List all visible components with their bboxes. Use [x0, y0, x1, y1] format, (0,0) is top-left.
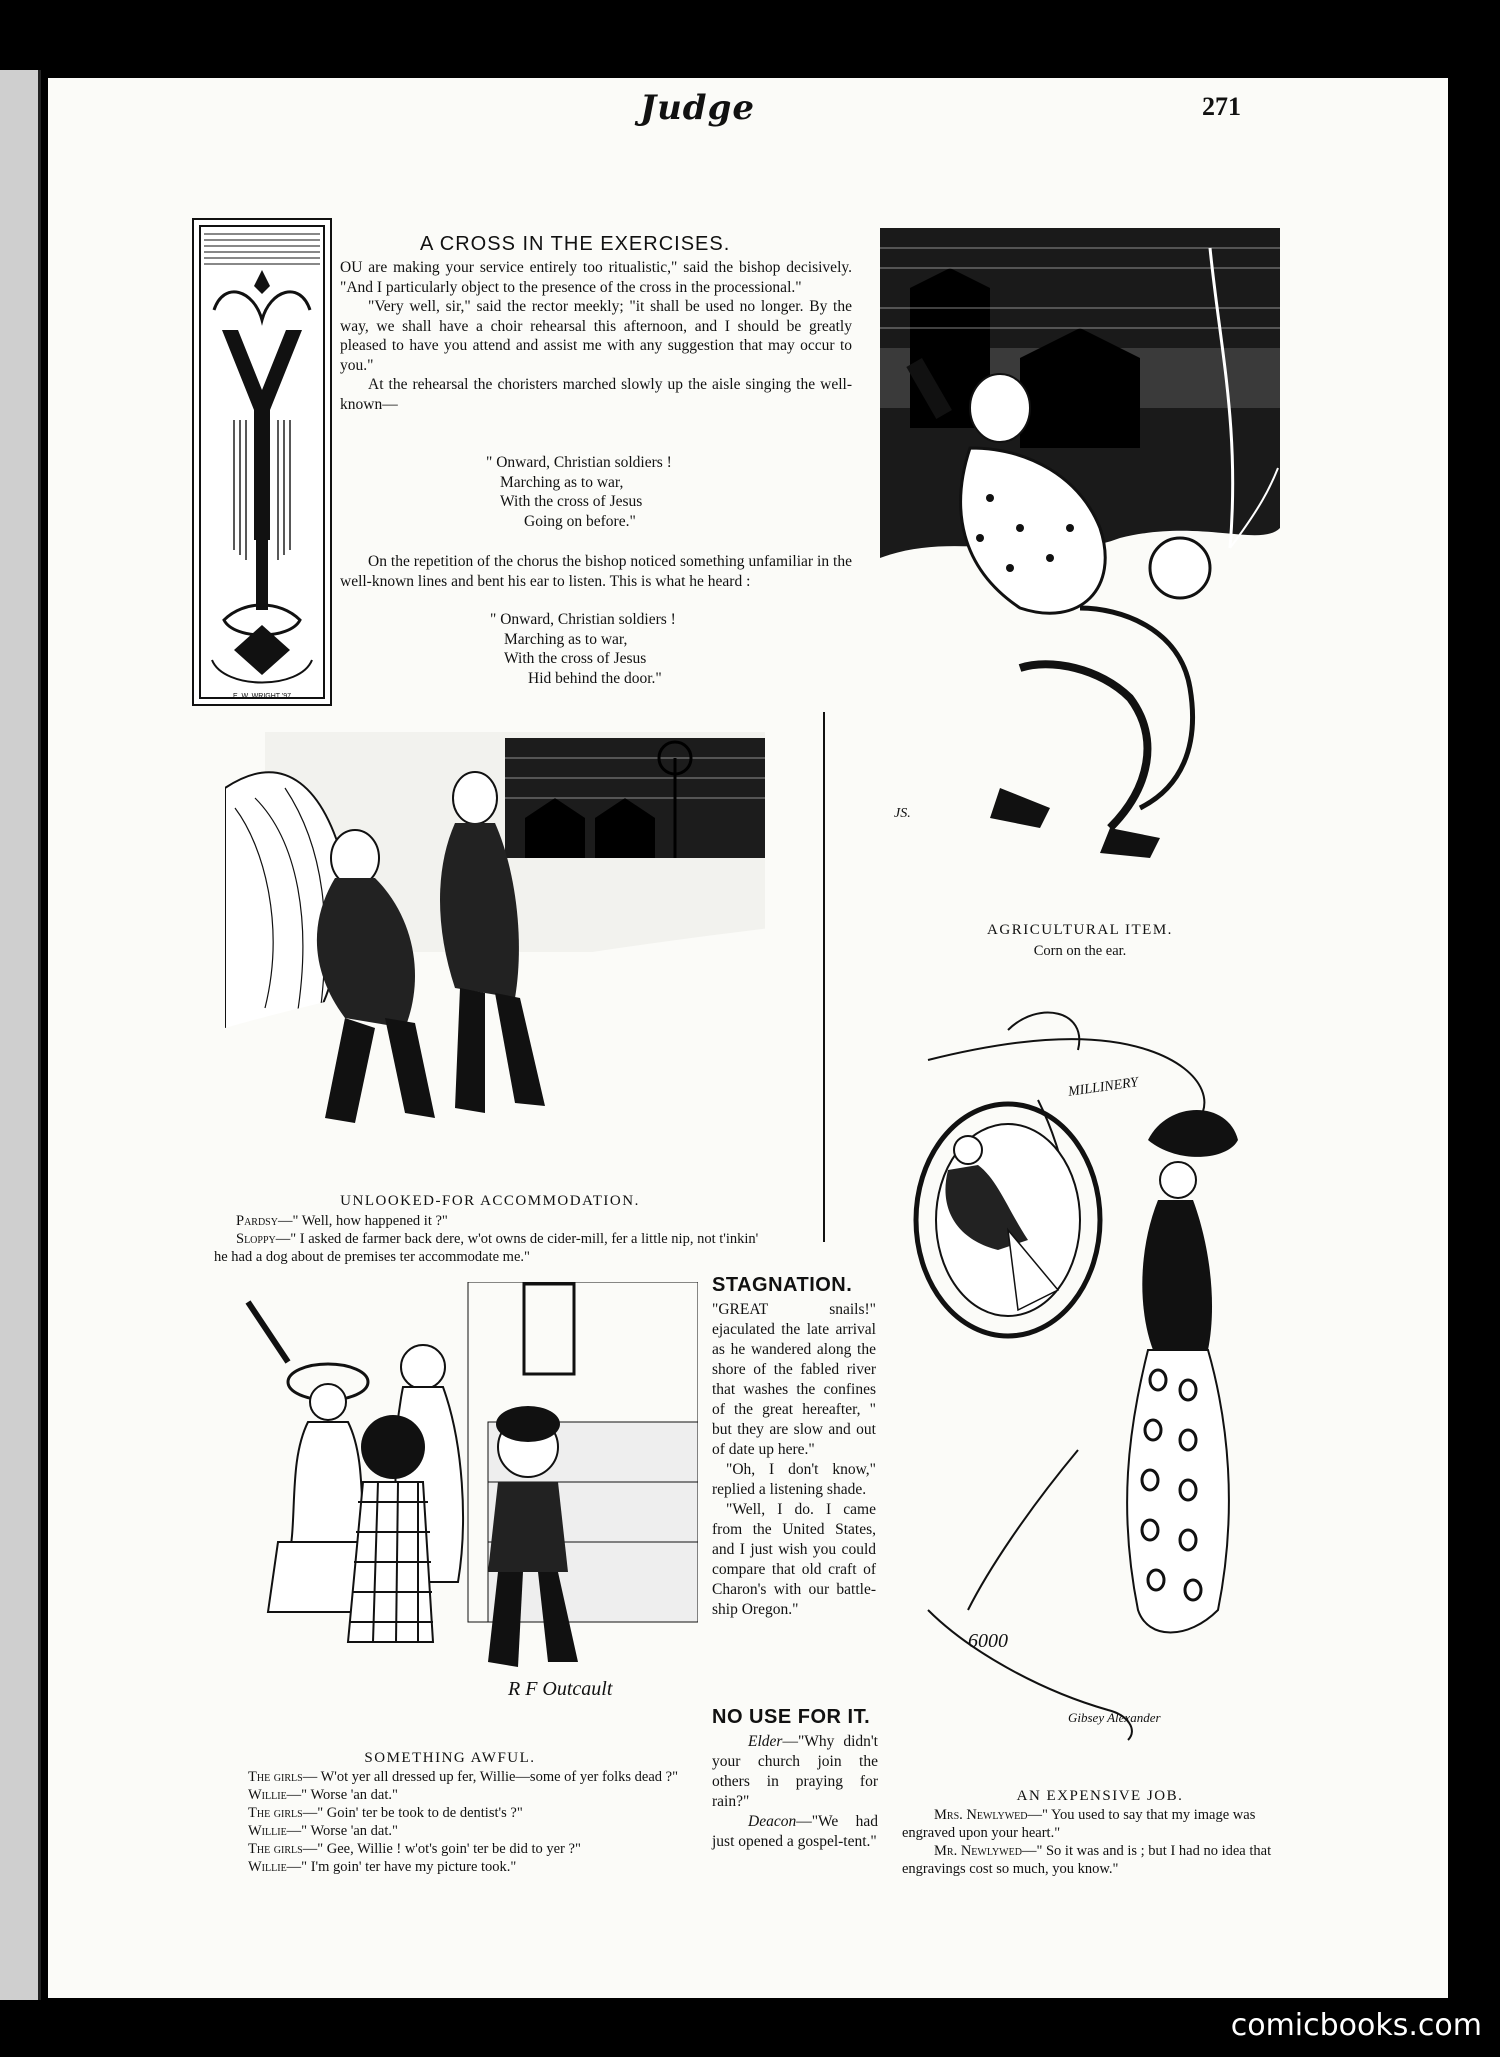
- children-scene-icon: [228, 1282, 698, 1744]
- accommodation-illustration: [225, 728, 770, 1133]
- dialogue-line: The girls— W'ot yer all dressed up fer, Willie—some of yer folks dead ?": [248, 1769, 678, 1785]
- dialogue-line: Sloppy—" I asked de farmer back dere, w'ot owns de cider-mill, fer a little nip, not t'inkin' he had a dog about de premises ter accommodate me.": [214, 1231, 759, 1265]
- no-use-body: [712, 1732, 878, 1852]
- dialogue-line: Willie—" Worse 'an dat.": [248, 1823, 398, 1839]
- awful-signature: R F Outcault: [508, 1678, 613, 1700]
- tramps-scene-icon: [225, 728, 770, 1133]
- accommodation-title: UNLOOKED-FOR ACCOMMODATION.: [340, 1193, 640, 1209]
- verse-line: Going on before.": [524, 512, 636, 530]
- facing-page-edge: [0, 70, 41, 2000]
- farm-scene-icon: [880, 228, 1280, 868]
- agricultural-title: AGRICULTURAL ITEM.: [987, 922, 1173, 938]
- stagnation-title: STAGNATION.: [712, 1274, 853, 1296]
- stagnation-body: [712, 1300, 876, 1620]
- page-number: 271: [1202, 92, 1241, 121]
- cross-paragraph-1: OU are making your service entirely too ritualistic," said the bishop decisively. "And I particularly object to the presence of the cross in the processional.": [340, 259, 852, 296]
- agricultural-illustration: [880, 228, 1280, 868]
- agricultural-subtitle: Corn on the ear.: [1033, 943, 1127, 959]
- dialogue-line: Pardsy—" Well, how happened it ?": [236, 1213, 448, 1229]
- fashionable-lady-icon: [888, 990, 1288, 1760]
- no-use-title: NO USE FOR IT.: [712, 1706, 871, 1728]
- millinery-banner-text: MILLINERY: [1067, 1075, 1140, 1100]
- cross-verse-2: [490, 610, 730, 688]
- ornament-panel: [192, 218, 332, 706]
- no-use-line-1: Elder—"Why didn't your church join the others in praying for rain?": [712, 1733, 878, 1810]
- accommodation-dialogue: [214, 1212, 774, 1266]
- ornament-signature: E. W. WRIGHT '97: [233, 693, 291, 700]
- cross-story-body: [340, 258, 852, 414]
- awful-title: SOMETHING AWFUL.: [364, 1750, 536, 1766]
- verse-line: Marching as to war,: [504, 630, 628, 648]
- dialogue-line: Willie—" I'm goin' ter have my picture took.": [248, 1859, 517, 1875]
- dialogue-line: Mrs. Newlywed—" You used to say that my image was engraved upon your heart.": [902, 1807, 1256, 1841]
- cross-paragraph-3: At the rehearsal the choristers marched slowly up the aisle singing the well-known—: [340, 376, 852, 413]
- verse-line: With the cross of Jesus: [500, 493, 643, 510]
- cross-story-title: A CROSS IN THE EXERCISES.: [420, 233, 731, 255]
- stagnation-paragraph-3: "Well, I do. I came from the United States, and I just wish you could compare that old craft of Charon's with our battle-ship Oregon.": [712, 1501, 876, 1618]
- awful-dialogue: [214, 1768, 694, 1876]
- cross-verse-1: [486, 453, 726, 531]
- expensive-dialogue: [902, 1806, 1272, 1878]
- expensive-signature: Gibsey Alexander: [1068, 1710, 1161, 1725]
- speaker-name: Pardsy: [236, 1213, 278, 1229]
- stagnation-paragraph-1: "GREAT snails!" ejaculated the late arrival as he wandered along the shore of the fabled river that washes the confines of the great hereafter, " but they are slow and out of date up here.": [712, 1301, 876, 1458]
- verse-line: Hid behind the door.": [528, 669, 662, 687]
- column-divider: [823, 712, 825, 1242]
- speaker-name: Sloppy: [236, 1231, 276, 1247]
- magazine-title: Judge: [640, 88, 755, 128]
- expensive-job-illustration: [888, 990, 1288, 1760]
- verse-line: " Onward, Christian soldiers !: [490, 611, 676, 628]
- cross-paragraph-2: "Very well, sir," said the rector meekly; "it shall be used no longer. By the way, we shall have a choir rehearsal this afternoon, and I should be greatly pleased to have you attend and assist me with any suggestion that may occur to you.": [340, 298, 852, 374]
- dialogue-line: Willie—" Worse 'an dat.": [248, 1787, 398, 1803]
- verse-line: " Onward, Christian soldiers !: [486, 454, 672, 471]
- dialogue-line: Mr. Newlywed—" So it was and is ; but I had no idea that engravings cost so much, you know.": [902, 1843, 1272, 1877]
- art-nouveau-ornament-icon: [194, 220, 330, 704]
- agricultural-signature: JS.: [894, 806, 911, 821]
- site-watermark: comicbooks.com: [1230, 2008, 1482, 2043]
- something-awful-illustration: [228, 1282, 698, 1744]
- verse-line: With the cross of Jesus: [504, 650, 647, 667]
- dialogue-line: The girls—" Gee, Willie ! w'ot's goin' ter be did to yer ?": [248, 1841, 581, 1857]
- dialogue-line: The girls—" Goin' ter be took to de dentist's ?": [248, 1805, 523, 1821]
- expensive-title: AN EXPENSIVE JOB.: [1016, 1788, 1184, 1804]
- cross-story-middle: On the repetition of the chorus the bishop noticed something unfamiliar in the well-known lines and bent his ear to listen. This is what he heard :: [340, 553, 852, 590]
- bill-amount: 6000: [968, 1630, 1008, 1652]
- verse-line: Marching as to war,: [500, 473, 624, 491]
- no-use-line-2: Deacon—"We had just opened a gospel-tent.": [712, 1813, 878, 1850]
- stagnation-paragraph-2: "Oh, I don't know," replied a listening shade.: [712, 1461, 876, 1498]
